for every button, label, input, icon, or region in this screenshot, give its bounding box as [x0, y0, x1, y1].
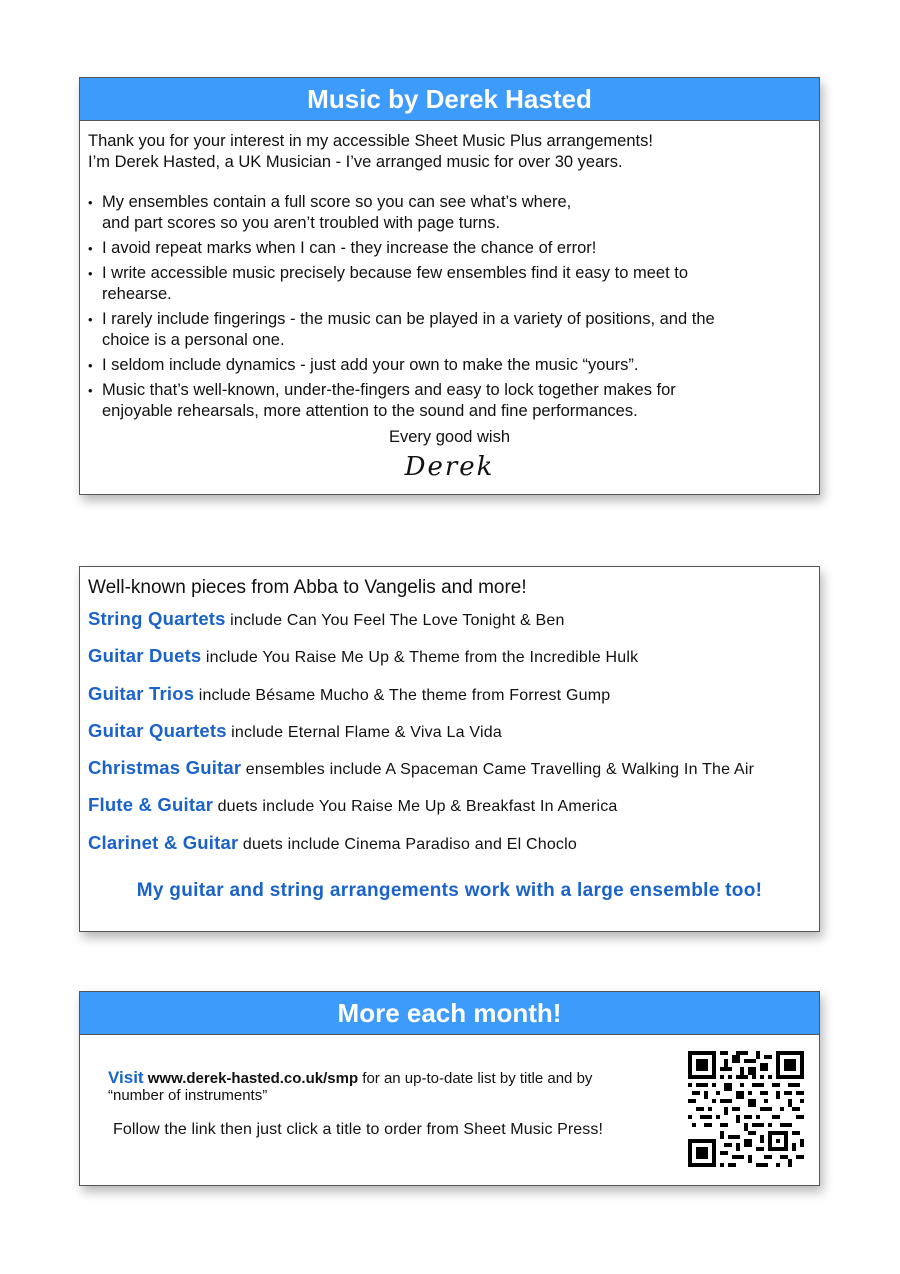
list-item-line: • My ensembles contain a full score so you can see what’s where,: [102, 193, 572, 211]
signature: Derek: [404, 452, 495, 482]
qr-code-icon[interactable]: [688, 1051, 804, 1167]
category-label: Guitar Trios: [88, 682, 195, 704]
catalogue-row: [88, 645, 811, 682]
website-link[interactable]: www.derek-hasted.co.uk/smp: [147, 1070, 359, 1087]
catalogue-row: [88, 720, 811, 757]
visit-text: [108, 1069, 668, 1104]
list-item-line: and part scores so you aren’t troubled with page turns.: [102, 214, 501, 232]
follow-text: Follow the link then just click a title to order from Sheet Music Press!: [113, 1121, 604, 1138]
visit-description-2: “number of instruments”: [108, 1087, 268, 1104]
category-description: include Bésame Mucho & The theme from Forrest Gump: [198, 686, 611, 704]
category-label: Christmas Guitar: [88, 757, 242, 779]
category-description: duets include You Raise Me Up & Breakfast In America: [217, 798, 618, 816]
visit-label: Visit: [108, 1068, 144, 1087]
intro-line-1: Thank you for your interest in my accessible Sheet Music Plus arrangements!: [88, 132, 653, 150]
category-description: include Eternal Flame & Viva La Vida: [231, 723, 502, 741]
catalogue-row: [88, 832, 811, 869]
intro-card: [79, 77, 820, 495]
visit-description: for an up-to-date list by title and by: [362, 1070, 593, 1087]
catalogue-lead: Well-known pieces from Abba to Vangelis and more!: [88, 577, 527, 598]
list-item: [88, 238, 811, 259]
feature-list: [88, 192, 811, 422]
category-description: ensembles include A Spaceman Came Travelling & Walking In The Air: [245, 761, 755, 779]
catalogue-row: [88, 683, 811, 720]
intro-card-body: [80, 121, 819, 482]
category-description: duets include Cinema Paradiso and El Choclo: [242, 835, 577, 853]
list-item: [88, 309, 811, 351]
list-item-line: • Music that’s well-known, under-the-fingers and easy to lock together makes for: [102, 381, 676, 399]
catalogue-card: [79, 566, 820, 932]
category-label: Clarinet & Guitar: [88, 831, 239, 853]
list-item: [88, 355, 811, 376]
catalogue-card-body: [80, 567, 819, 902]
category-label: Flute & Guitar: [88, 794, 214, 816]
category-description: include Can You Feel The Love Tonight & Ben: [230, 612, 565, 629]
catalogue-row: [88, 794, 811, 831]
intro-card-title: Music by Derek Hasted: [80, 78, 819, 121]
intro-text: [88, 131, 811, 173]
list-item-line: • I seldom include dynamics - just add your own to make the music “yours”.: [102, 356, 639, 374]
catalogue-row: [88, 757, 811, 794]
catalogue-tagline: My guitar and string arrangements work with a large ensemble too!: [136, 880, 763, 902]
updates-card: [79, 991, 820, 1186]
list-item: [88, 192, 811, 234]
list-item: [88, 263, 811, 305]
closing-text: Every good wish: [388, 428, 511, 446]
category-label: Guitar Duets: [88, 645, 202, 667]
list-item: [88, 380, 811, 422]
list-item-line: rehearse.: [102, 285, 172, 303]
catalogue-row: [88, 608, 811, 645]
list-item-line: • I write accessible music precisely because few ensembles find it easy to meet to: [102, 264, 689, 282]
list-item-line: • I avoid repeat marks when I can - they increase the chance of error!: [102, 239, 597, 257]
intro-line-2: I’m Derek Hasted, a UK Musician - I’ve arranged music for over 30 years.: [88, 153, 623, 171]
list-item-line: enjoyable rehearsals, more attention to the sound and fine performances.: [102, 402, 638, 420]
updates-card-title: More each month!: [80, 992, 819, 1035]
list-item-line: choice is a personal one.: [102, 331, 285, 349]
list-item-line: • I rarely include fingerings - the music can be played in a variety of positions, and the: [102, 310, 715, 328]
category-label: Guitar Quartets: [88, 719, 227, 741]
category-description: include You Raise Me Up & Theme from the Incredible Hulk: [205, 649, 639, 667]
category-label: String Quartets: [88, 608, 226, 629]
updates-card-body: [80, 1035, 819, 1185]
